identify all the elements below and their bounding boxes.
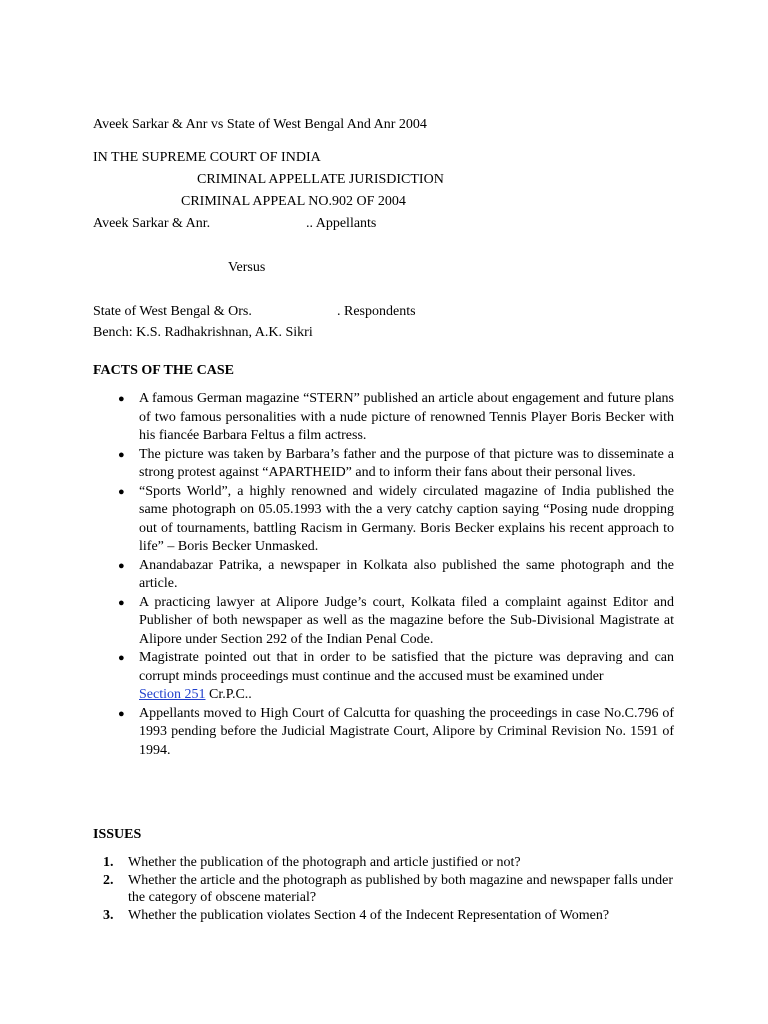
issue-number: 3. xyxy=(103,907,114,923)
fact-text: “Sports World”, a highly renowned and widely circulated magazine of India published the same photograph on 05.05.1993 with the a very catchy caption saying “Posing nude dropping out of tournaments, battling Racism in Germany. Boris Becker explains his recent approach to life” – Boris Becker Unmasked. xyxy=(139,483,674,554)
issue-number: 2. xyxy=(103,872,114,888)
list-item xyxy=(118,705,674,761)
appellants-role: .. Appellants xyxy=(306,216,377,231)
appellants-name: Aveek Sarkar & Anr. xyxy=(93,216,211,231)
case-title: Aveek Sarkar & Anr vs State of West Bengal And Anr 2004 xyxy=(93,117,427,132)
fact-text: A famous German magazine “STERN” published an article about engagement and future plans of two famous personalities with a nude picture of renowned Tennis Player Boris Becker with his fiancée Barbara Feltus a film actress. xyxy=(139,391,674,443)
appeal-number: CRIMINAL APPEAL NO.902 OF 2004 xyxy=(181,194,406,209)
list-item xyxy=(103,872,675,907)
section-suffix: Cr.P.C.. xyxy=(205,687,252,702)
issue-number: 1. xyxy=(103,855,114,870)
list-item xyxy=(118,390,674,446)
list-item xyxy=(118,649,674,705)
issue-text: Whether the article and the photograph as published by both magazine and newspaper falls under the category of obscene material? xyxy=(128,872,674,905)
issues-list xyxy=(103,854,675,924)
facts-list xyxy=(118,390,674,760)
issue-text: Whether the publication of the photograph and article justified or not? xyxy=(128,855,521,870)
list-item xyxy=(103,907,675,925)
list-item xyxy=(118,594,674,650)
bench: Bench: K.S. Radhakrishnan, A.K. Sikri xyxy=(93,325,313,340)
fact-text: The picture was taken by Barbara’s father and the purpose of that picture was to disseminate a strong protest against “APARTHEID” and to inform their fans about their personal lives. xyxy=(139,446,674,480)
list-item xyxy=(118,557,674,594)
jurisdiction: CRIMINAL APPELLATE JURISDICTION xyxy=(197,172,444,187)
issue-text: Whether the publication violates Section 4 of the Indecent Representation of Women? xyxy=(128,907,610,923)
fact-text: A practicing lawyer at Alipore Judge’s court, Kolkata filed a complaint against Editor and Publisher of both newspaper as well as the magazine before the Sub-Divisional Magistrate at Alipore under Section 292 of the Indian Penal Code. xyxy=(139,594,674,647)
facts-heading: FACTS OF THE CASE xyxy=(93,363,234,378)
respondents-role: . Respondents xyxy=(337,304,416,319)
bullet-icon: ● xyxy=(118,707,125,720)
fact-text: Magistrate pointed out that in order to be satisfied that the picture was depraving and can corrupt minds proceedings must continue and the accused must be examined under xyxy=(139,650,674,684)
list-item xyxy=(118,483,674,557)
section-251-link[interactable]: Section 251 xyxy=(139,687,206,702)
bullet-icon: ● xyxy=(118,393,125,405)
list-item xyxy=(118,446,674,483)
respondents-name: State of West Bengal & Ors. xyxy=(93,304,252,319)
bullet-icon: ● xyxy=(118,559,125,572)
versus-label: Versus xyxy=(228,260,266,275)
fact-text: Appellants moved to High Court of Calcutta for quashing the proceedings in case No.C.796 of 1993 pending before the Judicial Magistrate Court, Alipore by Criminal Revision No. 1591 of 1994. xyxy=(139,705,674,758)
court-name: IN THE SUPREME COURT OF INDIA xyxy=(93,150,321,165)
bullet-icon: ● xyxy=(118,596,125,609)
fact-text: Anandabazar Patrika, a newspaper in Kolkata also published the same photograph and the article. xyxy=(139,557,674,591)
bullet-icon: ● xyxy=(118,485,125,498)
bullet-icon: ● xyxy=(118,448,125,461)
bullet-icon: ● xyxy=(118,652,125,664)
list-item xyxy=(103,854,675,872)
issues-heading: ISSUES xyxy=(93,827,142,842)
